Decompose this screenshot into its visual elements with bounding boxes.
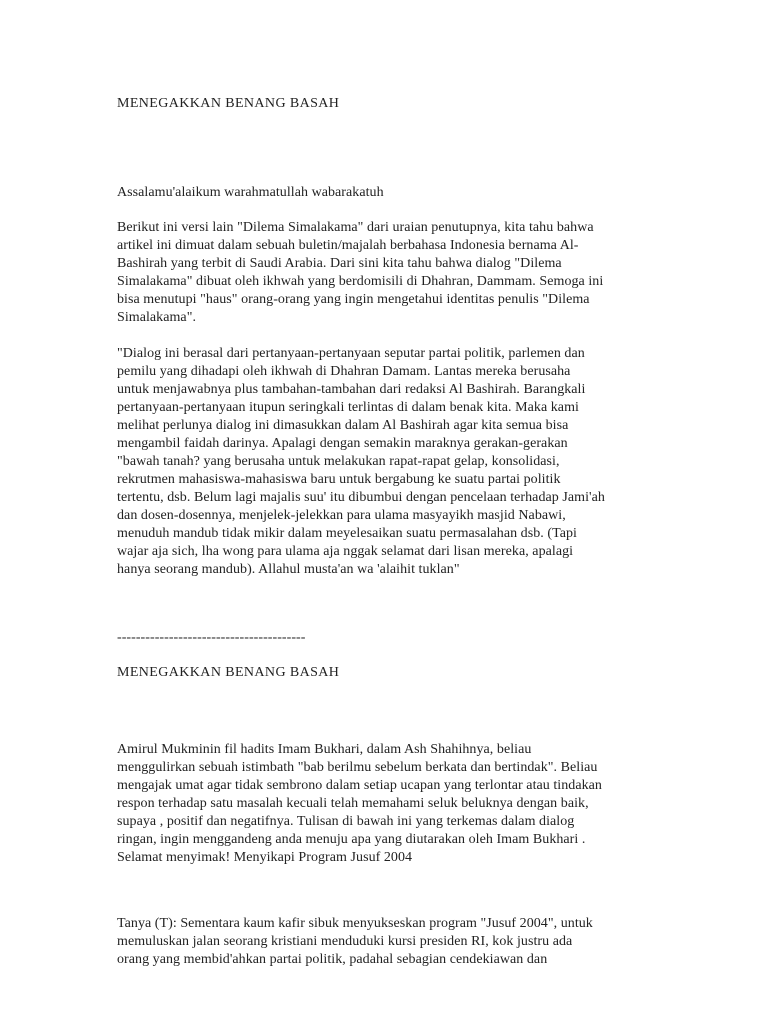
- section-title: MENEGAKKAN BENANG BASAH: [117, 665, 340, 680]
- greeting-text: Assalamu'alaikum warahmatullah wabarakatuh: [117, 185, 384, 200]
- intro-paragraph: Berikut ini versi lain "Dilema Simalakama" dari uraian penutupnya, kita tahu bahwa artikel ini dimuat dalam sebuah buletin/majalah berbahasa Indonesia bernama Al- Bashirah yang terbit di Saudi Arabia. Dari sini kita tahu bahwa dialog "Dilema Simalakama" dibuat oleh ikhwah yang berdomisili di Dhahran, Dammam. Semoga ini bisa menutupi "haus" orang-orang yang ingin mengetahui identitas penulis "Dilema Simalakama".: [117, 220, 604, 325]
- document-title: MENEGAKKAN BENANG BASAH: [117, 96, 340, 111]
- question-paragraph: Tanya (T): Sementara kaum kafir sibuk menyukseskan program "Jusuf 2004", untuk memuluskan jalan seorang kristiani menduduki kursi presiden RI, kok justru ada orang yang membid'ahkan partai politik, padahal sebagian cendekiawan dan: [117, 916, 593, 967]
- dialog-origin-paragraph: "Dialog ini berasal dari pertanyaan-pertanyaan seputar partai politik, parlemen dan pemilu yang dihadapi oleh ikhwah di Dhahran Damam. Lantas mereka berusaha untuk menjawabnya plus tambahan-tambahan dari redaksi Al Bashirah. Barangkali pertanyaan-pertanyaan itupun seringkali terlintas di dalam benak kita. Maka kami melihat perlunya dialog ini dimasukkan dalam Al Bashirah agar kita semua bisa mengambil faidah darinya. Apalagi dengan semakin maraknya gerakan-gerakan "bawah tanah? yang berusaha untuk melakukan rapat-rapat gelap, konsolidasi, rekrutmen mahasiswa-mahasiswa baru untuk bergabung ke suatu partai politik tertentu, dsb. Belum lagi majalis suu' itu dibumbui dengan pencelaan terhadap Jami'ah dan dosen-dosennya, menjelek-jelekkan para ulama masyayikh masjid Nabawi, menuduh mandub tidak mikir dalam meyelesaikan suatu permasalahan dsb. (Tapi wajar aja sich, lha wong para ulama aja nggak selamat dari lisan mereka, apalagi hanya seorang mandub). Allahul musta'an wa 'alaihit tuklan": [117, 346, 605, 577]
- section-separator: ----------------------------------------: [117, 630, 306, 645]
- body-paragraph: Amirul Mukminin fil hadits Imam Bukhari, dalam Ash Shahihnya, beliau menggulirkan sebuah istimbath "bab berilmu sebelum berkata dan bertindak". Beliau mengajak umat agar tidak sembrono dalam setiap ucapan yang terlontar atau tindakan respon terhadap satu masalah kecuali telah memahami seluk beluknya dengan baik, supaya , positif dan negatifnya. Tulisan di bawah ini yang terkemas dalam dialog ringan, ingin menggandeng anda menuju apa yang diutarakan oleh Imam Bukhari . Selamat menyimak! Menyikapi Program Jusuf 2004: [117, 742, 602, 865]
